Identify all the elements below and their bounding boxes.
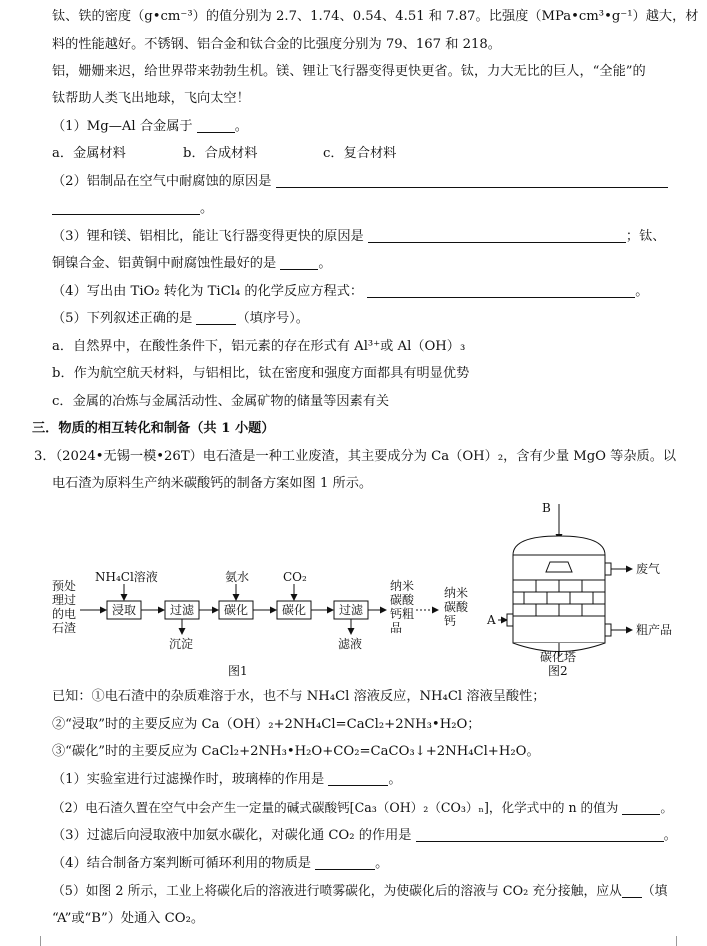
sub-question-3: （3）过滤后向浸取液中加氨水碳化，对碳化通 CO₂ 的作用是 。	[52, 828, 677, 843]
reagent-ammonia: 氨水	[225, 570, 250, 584]
tower-dome	[513, 536, 605, 555]
q1-option-a: a．金属材料	[52, 146, 126, 161]
section-3-title: 三．物质的相互转化和制备（共 1 小题）	[32, 421, 275, 436]
problem-3-line-2: 电石渣为原料生产纳米碳酸钙的制备方案如图 1 所示。	[52, 476, 373, 491]
question-1-stem: （1）Mg—Al 合金属于	[52, 119, 193, 134]
question-3: （3）锂和镁、铝相比，能让飞行器变得更快的原因是 ；钛、	[52, 229, 666, 244]
sub-question-4: （4）结合制备方案判断可循环利用的物质是 。	[52, 856, 389, 871]
intro-line-4: 钛帮助人类飞出地球，飞向太空！	[52, 91, 250, 106]
q1-option-c: c．复合材料	[323, 146, 397, 161]
final-product-1: 纳米	[444, 586, 469, 600]
crude-product-2: 碳酸	[390, 593, 415, 607]
answer-blank[interactable]	[197, 118, 235, 133]
inlet-label-a: A	[487, 613, 496, 627]
output-filtrate: 滤液	[338, 637, 363, 651]
known-line-2: ②“浸取”时的主要反应为 Ca（OH）₂+2NH₄Cl=CaCl₂+2NH₃•H₂O；	[52, 717, 481, 732]
svg-text:碳化: 碳化	[223, 603, 249, 617]
question-3-line-2: 铜镍合金、铝黄铜中耐腐蚀性最好的是 。	[52, 256, 332, 271]
question-2	[52, 173, 668, 191]
figure-1-flowchart	[52, 569, 469, 678]
figures	[40, 500, 680, 680]
start-material-3: 的电	[52, 607, 77, 621]
final-product-2: 碳酸	[444, 600, 469, 614]
crude-product-4: 品	[390, 621, 403, 635]
q5-option-a: a．自然界中，在酸性条件下，铝元素的存在形式有 Al³⁺或 Al（OH）₃	[52, 339, 466, 354]
intro-line-3: 铝，姗姗来迟，给世界带来勃勃生机。镁、锂让飞行器变得更快更省。钛，力大无比的巨人，“全能”的	[52, 64, 646, 79]
answer-blank[interactable]	[52, 200, 200, 215]
svg-text:过滤: 过滤	[338, 603, 364, 617]
known-line-3: ③“碳化”时的主要反应为 CaCl₂+2NH₃•H₂O+CO₂=CaCO₃↓+2NH₄Cl+H₂O。	[52, 744, 540, 759]
spray-nozzle	[546, 562, 572, 572]
answer-blank[interactable]	[622, 800, 660, 815]
inlet-label-b: B	[542, 501, 551, 515]
question-2-stem: （2）铝制品在空气中耐腐蚀的原因是	[52, 174, 272, 189]
tower-label: 碳化塔	[540, 650, 577, 664]
final-product-3: 钙	[444, 614, 457, 628]
start-material-4: 石渣	[52, 621, 77, 635]
answer-blank[interactable]	[368, 228, 626, 243]
output-precipitate: 沉淀	[169, 637, 194, 651]
reagent-co2: CO₂	[283, 570, 307, 584]
figure-2-carbonation-tower	[486, 501, 672, 678]
answer-blank[interactable]	[276, 173, 668, 188]
svg-text:过滤: 过滤	[169, 603, 195, 617]
waste-gas-label: 废气	[636, 562, 661, 576]
known-line-1: 已知：①电石渣中的杂质难溶于水，也不与 NH₄Cl 溶液反应，NH₄Cl 溶液呈酸性；	[52, 689, 546, 704]
page-corner-mark-right	[676, 936, 691, 946]
svg-text:浸取: 浸取	[111, 603, 137, 617]
answer-blank[interactable]	[416, 827, 664, 842]
q1-option-b: b．合成材料	[183, 146, 258, 161]
answer-blank[interactable]	[328, 771, 388, 786]
sub-question-5-line-2: “A”或“B”）处通入 CO₂。	[52, 911, 205, 926]
crude-product-3: 钙粗	[390, 607, 415, 621]
sub-question-2: （2）电石渣久置在空气中会产生一定量的碱式碳酸钙[Ca₃（OH）₂（CO₃）ₙ]，化学式中的 n 的值为 。	[52, 800, 673, 815]
problem-3-line-1: 3．（2024•无锡一模•26T）电石渣是一种工业废渣，其主要成分为 Ca（OH）₂，含有少量 MgO 等杂质。以	[34, 449, 677, 464]
page-corner-mark-left	[26, 936, 41, 946]
sub-question-1: （1）实验室进行过滤操作时，玻璃棒的作用是 。	[52, 772, 402, 787]
svg-text:碳化: 碳化	[281, 603, 307, 617]
intro-line-2: 料的性能越好。不锈钢、铝合金和钛合金的比强度分别为 79、167 和 218。	[52, 37, 501, 52]
answer-blank[interactable]	[367, 283, 635, 298]
figure-1-caption: 图1	[228, 664, 248, 678]
question-4-stem: （4）写出由 TiO₂ 转化为 TiCl₄ 的化学反应方程式：	[52, 284, 364, 299]
crude-product-1: 纳米	[390, 579, 415, 593]
answer-blank[interactable]	[315, 855, 375, 870]
sub-question-5: （5）如图 2 所示，工业上将碳化后的溶液进行喷雾碳化，为使碳化后的溶液与 CO₂ 充分接触，应从 （填	[52, 884, 668, 899]
intro-line-1: 钛、铁的密度（g•cm⁻³）的值分别为 2.7、1.74、0.54、4.51 和 7.87。比强度（MPa•cm³•g⁻¹）越大，材	[52, 9, 699, 24]
answer-blank[interactable]	[280, 255, 318, 270]
answer-blank[interactable]	[196, 310, 236, 325]
q5-option-c: c．金属的冶炼与金属活动性、金属矿物的储量等因素有关	[52, 394, 390, 409]
question-2-continued: 。	[52, 200, 213, 218]
crude-product-label: 粗产品	[636, 623, 673, 637]
question-4: （4）写出由 TiO₂ 转化为 TiCl₄ 的化学反应方程式： 。	[52, 284, 649, 299]
answer-blank[interactable]	[622, 883, 642, 898]
reagent-nh4cl: NH₄Cl溶液	[95, 570, 158, 584]
question-3-stem: （3）锂和镁、铝相比，能让飞行器变得更快的原因是	[52, 229, 364, 244]
q5-option-b: b．作为航空航天材料，与铝相比，钛在密度和强度方面都具有明显优势	[52, 366, 470, 381]
question-1: （1）Mg—Al 合金属于 。	[52, 119, 248, 134]
start-material-1: 预处	[52, 579, 77, 593]
question-5: （5）下列叙述正确的是 （填序号）。	[52, 311, 309, 326]
start-material-2: 理过	[52, 593, 77, 607]
question-5-stem: （5）下列叙述正确的是	[52, 311, 193, 326]
figure-2-caption: 图2	[548, 664, 568, 678]
